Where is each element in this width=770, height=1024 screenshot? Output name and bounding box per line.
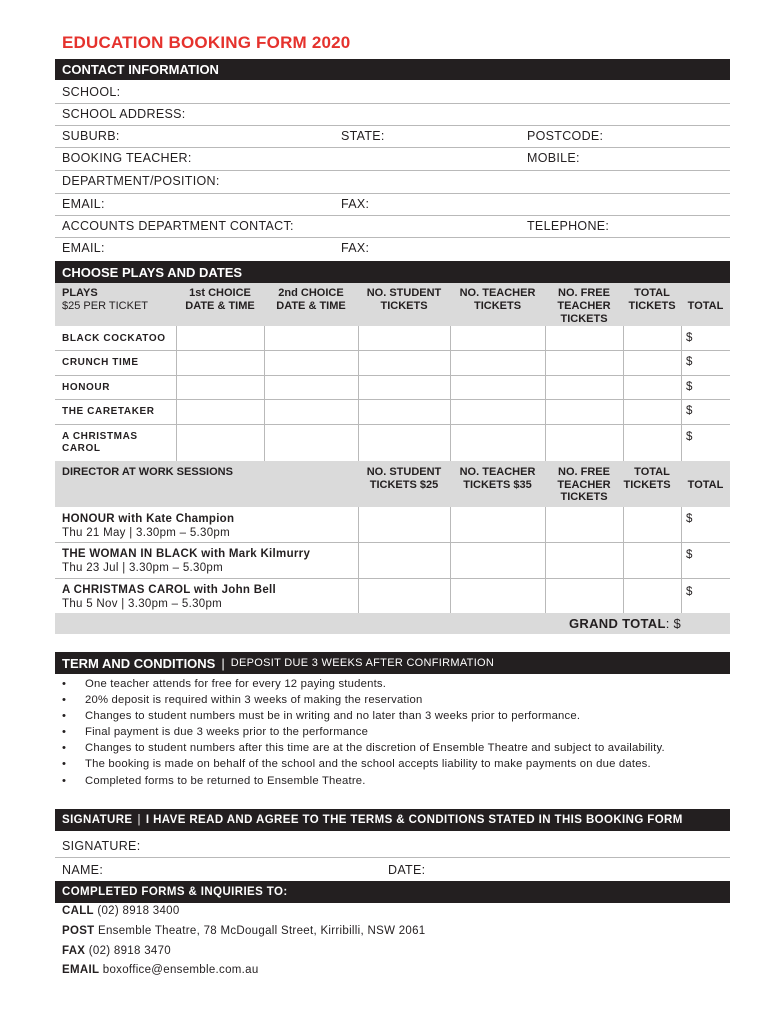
accounts-contact-label[interactable]: ACCOUNTS DEPARTMENT CONTACT: xyxy=(62,219,294,233)
dir-col-total-tickets-b: TICKETS xyxy=(623,479,671,491)
fax-line xyxy=(62,945,171,957)
col-divider xyxy=(358,326,359,461)
contact-heading: CONTACT INFORMATION xyxy=(62,62,219,77)
dir-col-free-c: TICKETS xyxy=(560,491,608,503)
total-currency[interactable]: $ xyxy=(686,356,693,368)
play-row-label: CRUNCH TIME xyxy=(62,357,139,368)
total-currency[interactable]: $ xyxy=(686,431,693,443)
play-row-label: BLACK COCKATOO xyxy=(62,333,166,344)
fax-value: (02) 8918 3470 xyxy=(88,945,171,957)
terms-section-header xyxy=(55,652,730,674)
col-student-a: NO. STUDENT xyxy=(366,287,442,299)
postcode-label[interactable]: POSTCODE: xyxy=(527,129,604,143)
accounts-row xyxy=(55,216,730,238)
signature-heading: SIGNATURE xyxy=(62,814,133,826)
name-label[interactable]: NAME: xyxy=(62,863,104,877)
signature-section-header xyxy=(55,809,730,831)
col-divider xyxy=(681,507,682,613)
email2-label[interactable]: EMAIL: xyxy=(62,241,105,255)
total-currency[interactable]: $ xyxy=(686,381,693,393)
col-choice2-a: 2nd CHOICE xyxy=(278,287,344,299)
state-label[interactable]: STATE: xyxy=(341,129,385,143)
booking-teacher-label[interactable]: BOOKING TEACHER: xyxy=(62,151,192,165)
col-choice1-b: DATE & TIME xyxy=(185,300,255,312)
row-divider xyxy=(55,375,730,376)
post-line xyxy=(62,925,426,937)
terms-item: • Completed forms to be returned to Ensemble Theatre. xyxy=(62,774,727,789)
school-address-label: SCHOOL ADDRESS: xyxy=(62,107,186,121)
total-currency[interactable]: $ xyxy=(686,332,693,344)
dir-col-teacher-a: NO. TEACHER xyxy=(459,466,536,478)
terms-heading: TERM AND CONDITIONS xyxy=(62,655,216,671)
play-row-label: A CHRISTMAS CAROL xyxy=(62,431,138,454)
session-time: Thu 5 Nov | 3.30pm – 5.30pm xyxy=(62,598,223,610)
dir-col-free-b: TEACHER xyxy=(557,479,611,491)
col-plays: PLAYS xyxy=(62,287,98,299)
email-label: EMAIL xyxy=(62,964,100,976)
row-divider xyxy=(55,542,730,543)
col-price: $25 PER TICKET xyxy=(62,300,148,312)
email-value[interactable]: boxoffice@ensemble.com.au xyxy=(102,964,259,976)
dir-col-total-tickets-a: TOTAL xyxy=(634,466,670,478)
contact-section-header xyxy=(55,59,730,80)
fax2-label[interactable]: FAX: xyxy=(341,241,370,255)
row-divider xyxy=(55,424,730,425)
plays-section-header xyxy=(55,261,730,283)
col-divider xyxy=(176,326,177,461)
email-row xyxy=(55,194,730,216)
terms-item: • Final payment is due 3 weeks prior to the performance xyxy=(62,725,727,740)
col-divider xyxy=(358,507,359,613)
terms-item: • One teacher attends for free for every 12 paying students. xyxy=(62,677,727,692)
signature-subheading: I HAVE READ AND AGREE TO THE TERMS & CONDITIONS STATED IN THIS BOOKING FORM xyxy=(145,814,683,826)
dir-col-student-a: NO. STUDENT xyxy=(366,466,442,478)
post-label: POST xyxy=(62,925,95,937)
grand-total[interactable] xyxy=(569,616,681,631)
department-label: DEPARTMENT/POSITION: xyxy=(62,174,220,188)
play-row-label: THE CARETAKER xyxy=(62,406,155,417)
col-total: TOTAL xyxy=(687,300,724,312)
terms-item: • Changes to student numbers must be in writing and no later than 3 weeks prior to performance. xyxy=(62,709,727,724)
completed-section-header xyxy=(55,881,730,903)
completed-heading: COMPLETED FORMS & INQUIRIES TO: xyxy=(62,886,288,898)
terms-item: • Changes to student numbers after this time are at the discretion of Ensemble Theatre and subject to availability. xyxy=(62,741,727,756)
col-divider xyxy=(545,326,546,461)
session-title: HONOUR with Kate Champion xyxy=(62,513,235,525)
col-choice2-b: DATE & TIME xyxy=(276,300,346,312)
col-divider xyxy=(264,326,265,461)
terms-item: • 20% deposit is required within 3 weeks of making the reservation xyxy=(62,693,727,708)
session-title: THE WOMAN IN BLACK with Mark Kilmurry xyxy=(62,548,311,560)
date-label[interactable]: DATE: xyxy=(388,863,426,877)
session-time: Thu 21 May | 3.30pm – 5.30pm xyxy=(62,527,231,539)
col-divider xyxy=(450,326,451,461)
col-free-c: TICKETS xyxy=(560,313,608,325)
signature-label: SIGNATURE: xyxy=(62,839,141,853)
call-line xyxy=(62,905,180,917)
dir-col-student-b: TICKETS $25 xyxy=(369,479,439,491)
col-free-b: TEACHER xyxy=(557,300,611,312)
call-value[interactable]: (02) 8918 3400 xyxy=(97,905,180,917)
col-total-tickets-a: TOTAL xyxy=(634,287,670,299)
department-field[interactable] xyxy=(55,171,730,194)
session-total-currency[interactable]: $ xyxy=(686,549,693,561)
signature-separator: | xyxy=(137,814,141,826)
email-label[interactable]: EMAIL: xyxy=(62,197,105,211)
dir-col-teacher-b: TICKETS $35 xyxy=(463,479,532,491)
email2-row xyxy=(55,238,730,260)
suburb-label[interactable]: SUBURB: xyxy=(62,129,120,143)
plays-heading: CHOOSE PLAYS AND DATES xyxy=(62,264,243,280)
terms-separator: | xyxy=(221,655,225,671)
signature-field[interactable] xyxy=(55,836,730,858)
row-divider xyxy=(55,350,730,351)
suburb-row xyxy=(55,126,730,148)
terms-subheading: DEPOSIT DUE 3 WEEKS AFTER CONFIRMATION xyxy=(230,657,495,669)
telephone-label[interactable]: TELEPHONE: xyxy=(527,219,610,233)
grand-total-label: GRAND TOTAL xyxy=(569,616,666,631)
terms-list xyxy=(62,677,727,790)
school-address-field[interactable] xyxy=(55,104,730,126)
grand-total-suffix: : $ xyxy=(665,616,682,631)
call-label: CALL xyxy=(62,905,94,917)
col-divider xyxy=(623,507,624,613)
col-student-b: TICKETS xyxy=(380,300,428,312)
session-time: Thu 23 Jul | 3.30pm – 5.30pm xyxy=(62,562,223,574)
name-date-row xyxy=(55,860,730,882)
post-value: Ensemble Theatre, 78 McDougall Street, Kirribilli, NSW 2061 xyxy=(98,925,426,937)
school-label: SCHOOL: xyxy=(62,85,121,99)
col-free-a: NO. FREE xyxy=(558,287,610,299)
dir-col-free-a: NO. FREE xyxy=(558,466,610,478)
col-divider xyxy=(450,507,451,613)
session-total-currency[interactable]: $ xyxy=(686,513,693,525)
play-row-label: HONOUR xyxy=(62,382,111,393)
booking-teacher-row xyxy=(55,148,730,171)
row-divider xyxy=(55,399,730,400)
col-divider xyxy=(545,507,546,613)
school-field[interactable] xyxy=(55,82,730,104)
total-currency[interactable]: $ xyxy=(686,405,693,417)
session-title: A CHRISTMAS CAROL with John Bell xyxy=(62,584,277,596)
email-line xyxy=(62,964,259,976)
col-divider xyxy=(623,326,624,461)
col-choice1-a: 1st CHOICE xyxy=(189,287,251,299)
fax-label[interactable]: FAX: xyxy=(341,197,370,211)
fax-label: FAX xyxy=(62,945,86,957)
mobile-label[interactable]: MOBILE: xyxy=(527,151,580,165)
director-heading: DIRECTOR AT WORK SESSIONS xyxy=(62,466,233,478)
page-title: EDUCATION BOOKING FORM 2020 xyxy=(62,33,351,52)
col-divider xyxy=(681,326,682,461)
dir-col-total: TOTAL xyxy=(687,479,724,491)
col-teacher-a: NO. TEACHER xyxy=(459,287,536,299)
col-teacher-b: TICKETS xyxy=(473,300,522,312)
col-total-tickets-b: TICKETS xyxy=(628,300,676,312)
row-divider xyxy=(55,578,730,579)
session-total-currency[interactable]: $ xyxy=(686,586,693,598)
terms-item: • The booking is made on behalf of the school and the school accepts liability to make payments on due dates. xyxy=(62,757,727,772)
